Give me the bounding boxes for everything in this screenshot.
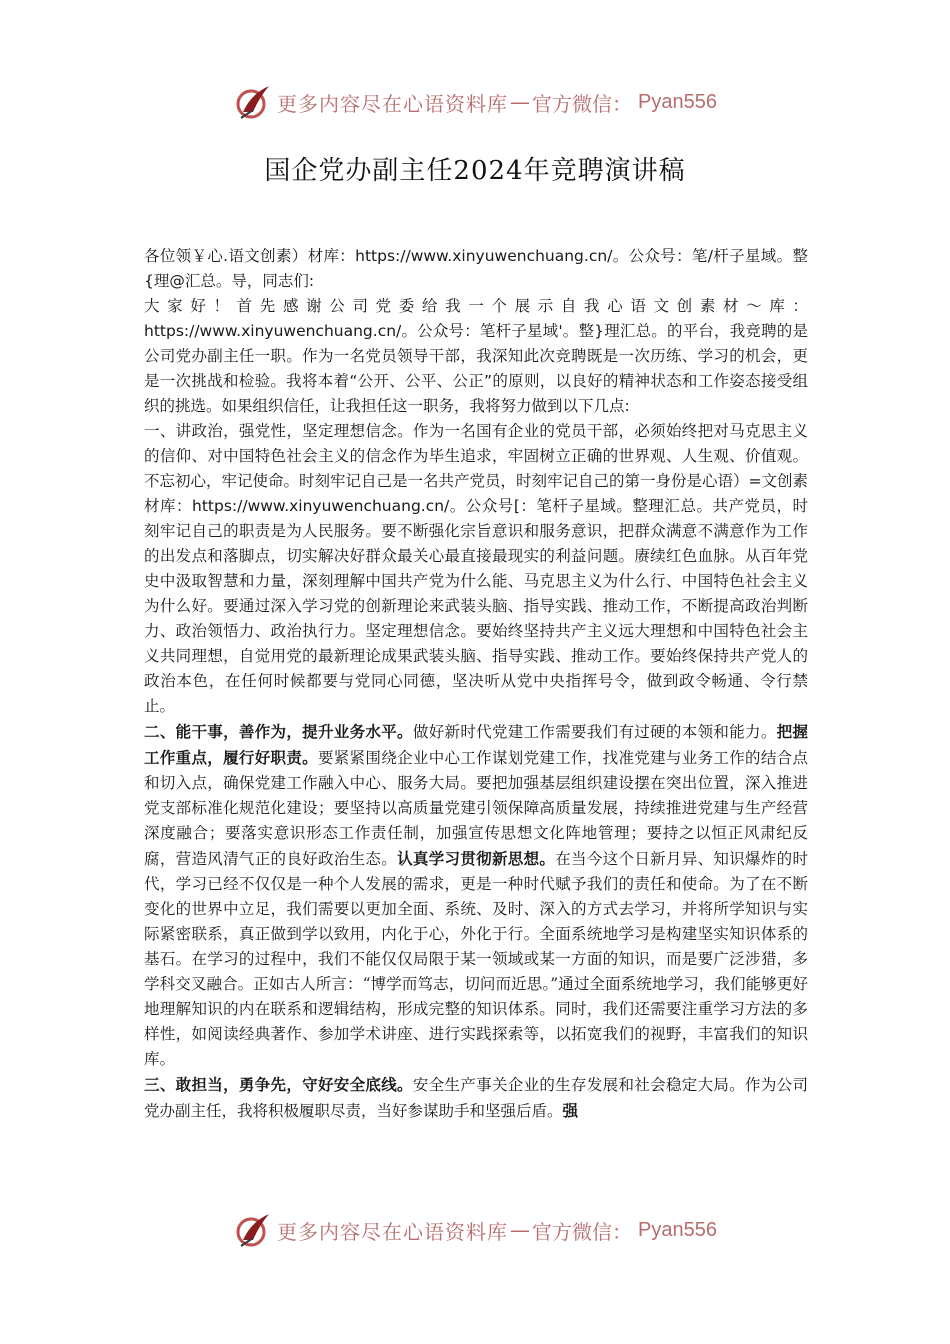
section-two-subheading-1: 把握工作重点，履行好职责。 [144, 722, 808, 767]
banner-brand-text: 更多内容尽在心语资料库 [277, 1219, 509, 1244]
banner-wechat-id: Pyan556 [638, 90, 717, 113]
banner-official-label: 官方微信： [532, 91, 633, 116]
section-three-subheading: 强 [562, 1101, 579, 1120]
paragraph-salutation: 各位领￥心.语文创素）材库：https://www.xinyuwenchuang.cn/。公众号：笔/杆子星域。整{理@汇总。导，同志们: [144, 247, 808, 290]
quill-logo-icon [233, 1210, 273, 1250]
paragraph-section-one: 一、讲政治，强党性，坚定理想信念。作为一名国有企业的党员干部，必须始终把对马克思主义的信仰、对中国特色社会主义的信念作为毕生追求，牢固树立正确的世界观、人生观、价值观。不忘初心，牢记使命。时刻牢记自己是一名共产党员，时刻牢记自己的第一身份是心语）=文创素材库：https://www.xinyuwenchuang.cn/。公众号[：笔杆子星域。整理汇总。共产党员，时刻牢记自己的职责是为人民服务。要不断强化宗旨意识和服务意识，把群众满意不满意作为工作的出发点和落脚点，切实解决好群众最关心最直接最现实的利益问题。赓续红色血脉。从百年党史中汲取智慧和力量，深刻理解中国共产党为什么能、马克思主义为什么行、中国特色社会主义为什么好。要通过深入学习党的创新理论来武装头脑、指导实践、推动工作，不断提高政治判断力、政治领悟力、政治执行力。坚定理想信念。要始终坚持共产主义远大理想和中国特色社会主义共同理想，自觉用党的最新理论成果武装头脑、指导实践、推动工作。要始终保持共产党人的政治本色，在任何时候都要与党同心同德，坚决听从党中央指挥号令，做到政令畅通、令行禁止。 [144, 422, 808, 715]
section-three-heading: 三、敢担当，勇争先，守好安全底线。 [144, 1075, 413, 1094]
quill-logo-icon [233, 82, 273, 122]
banner-wechat-id: Pyan556 [638, 1218, 717, 1241]
section-two-text-1: 做好新时代党建工作需要我们有过硬的本领和能力。 [412, 723, 777, 741]
header-watermark-banner [0, 80, 950, 124]
banner-dash: — [510, 90, 531, 114]
paragraph-section-three [144, 1072, 808, 1124]
footer-watermark-banner [0, 1208, 950, 1252]
section-two-text-3: 在当今这个日新月异、知识爆炸的时代，学习已经不仅仅是一种个人发展的需求，更是一种时代赋予我们的责任和使命。为了在不断变化的世界中立足，我们需要以更加全面、系统、及时、深入的方式去学习，并将所学知识与实际紧密联系，真正做到学以致用，内化于心，外化于行。全面系统地学习是构建坚实知识体系的基石。在学习的过程中，我们不能仅仅局限于某一领域或某一方面的知识，而是要广泛涉猎，多学科交叉融合。正如古人所言：“博学而笃志，切问而近思。”通过全面系统地学习，我们能够更好地理解知识的内在联系和逻辑结构，形成完整的知识体系。同时，我们还需要注重学习方法的多样性，如阅读经典著作、参加学术讲座、进行实践探索等，以拓宽我们的视野，丰富我们的知识库。 [144, 850, 808, 1068]
section-two-text-2: 要紧紧围绕企业中心工作谋划党建工作，找准党建与业务工作的结合点和切入点，确保党建工作融入中心、服务大局。要把加强基层组织建设摆在突出位置，深入推进党支部标准化规范化建设；要坚持以高质量党建引领保障高质量发展，持续推进党建与生产经营深度融合；要落实意识形态工作责任制，加强宣传思想文化阵地管理；要持之以恒正风肃纪反腐，营造风清气正的良好政治生态。 [144, 749, 808, 868]
banner-official-label: 官方微信： [532, 1219, 633, 1244]
section-three-text-1: 安全生产事关企业的生存发展和社会稳定大局。作为公司党办副主任，我将积极履职尽责，当好参谋助手和坚强后盾。 [144, 1076, 808, 1120]
banner-brand-text: 更多内容尽在心语资料库 [277, 91, 509, 116]
paragraph-section-two [144, 719, 808, 1072]
section-two-subheading-2: 认真学习贯彻新思想。 [397, 849, 556, 868]
paragraph-intro: 大家好！首先感谢公司党委给我一个展示自我心语文创素材～库：https://www.xinyuwenchuang.cn/。公众号：笔杆子星域'。整}理汇总。的平台，我竞聘的是公司党办副主任一职。作为一名党员领导干部，我深知此次竞聘既是一次历练、学习的机会，更是一次挑战和检验。我将本着“公开、公平、公正”的原则，以良好的精神状态和工作姿态接受组织的挑选。如果组织信任，让我担任这一职务，我将努力做到以下几点: [144, 297, 808, 415]
section-two-heading: 二、能干事，善作为，提升业务水平。 [144, 722, 413, 741]
banner-dash: — [510, 1218, 531, 1242]
document-body [144, 244, 808, 1124]
document-title: 国企党办副主任2024年竞聘演讲稿 [264, 156, 686, 186]
